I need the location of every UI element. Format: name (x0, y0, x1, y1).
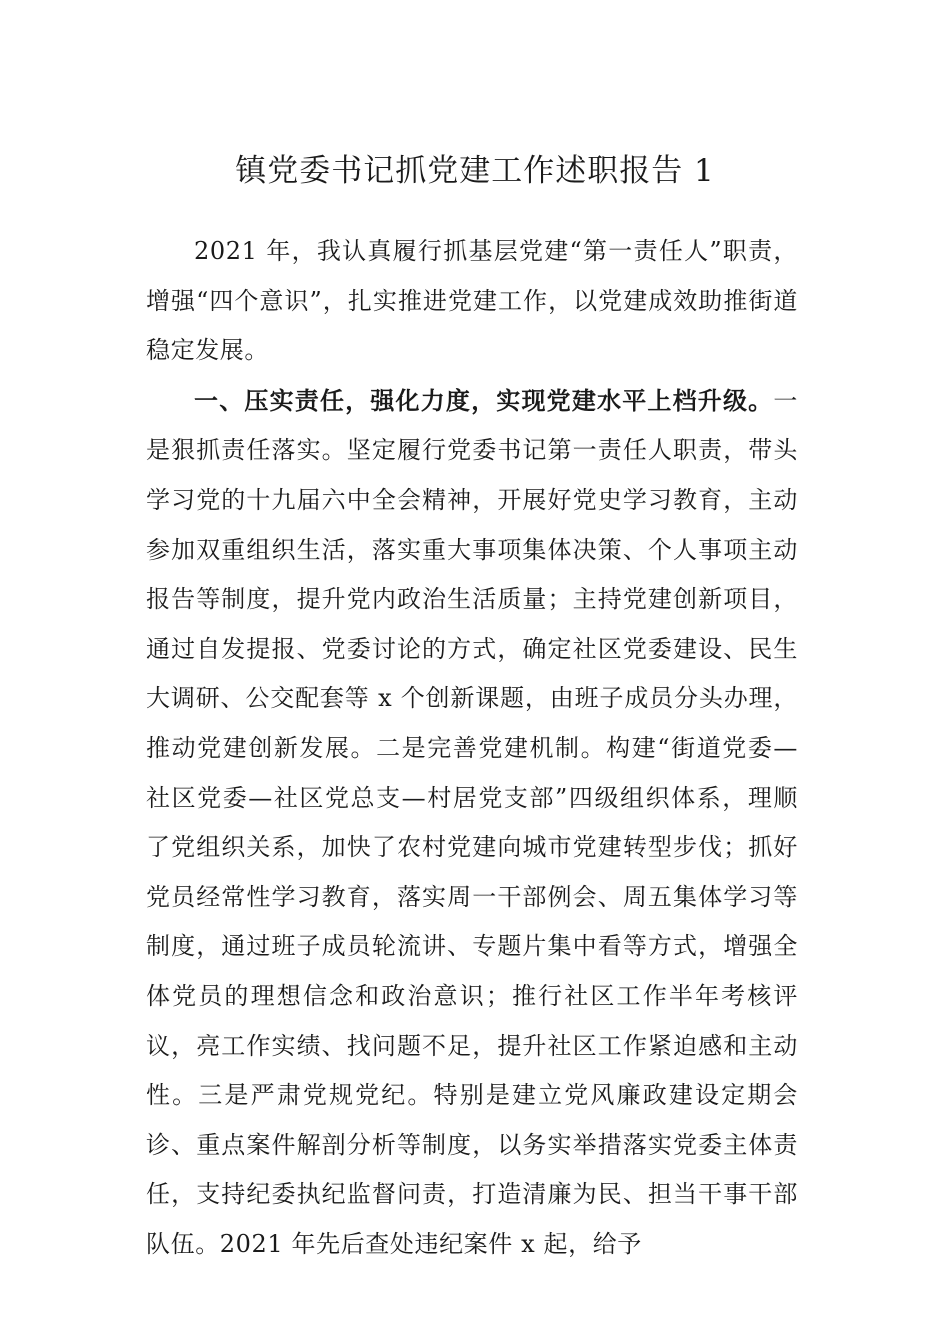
section-1-text: 一是狠抓责任落实。坚定履行党委书记第一责任人职责，带头学习党的十九届六中全会精神，开展好党史学习教育，主动参加双重组织生活，落实重大事项集体决策、个人事项主动报告等制度，提升党内政治生活质量；主持党建创新项目，通过自发提报、党委讨论的方式，确定社区党委建设、民生大调研、公交配套等 x 个创新课题，由班子成员分头办理，推动党建创新发展。二是完善党建机制。构建“街道党委—社区党委—社区党总支—村居党支部”四级组织体系，理顺了党组织关系，加快了农村党建向城市党建转型步伐；抓好党员经常性学习教育，落实周一干部例会、周五集体学习等制度，通过班子成员轮流讲、专题片集中看等方式，增强全体党员的理想信念和政治意识；推行社区工作半年考核评议，亮工作实绩、找问题不足，提升社区工作紧迫感和主动性。三是严肃党规党纪。特别是建立党风廉政建设定期会诊、重点案件解剖分析等制度，以务实举措落实党委主体责任，支持纪委执纪监督问责，打造清廉为民、担当干事干部队伍。2021 年先后查处违纪案件 x 起，给予 (146, 386, 798, 1258)
section-1-paragraph (146, 376, 798, 1270)
document-body (146, 227, 798, 1269)
intro-paragraph: 2021 年，我认真履行抓基层党建“第一责任人”职责，增强“四个意识”，扎实推进党建工作，以党建成效助推街道稳定发展。 (146, 237, 798, 365)
document-title: 镇党委书记抓党建工作述职报告 1 (235, 152, 715, 189)
section-1-heading: 一、压实责任，强化力度，实现党建水平上档升级。 (194, 385, 774, 415)
